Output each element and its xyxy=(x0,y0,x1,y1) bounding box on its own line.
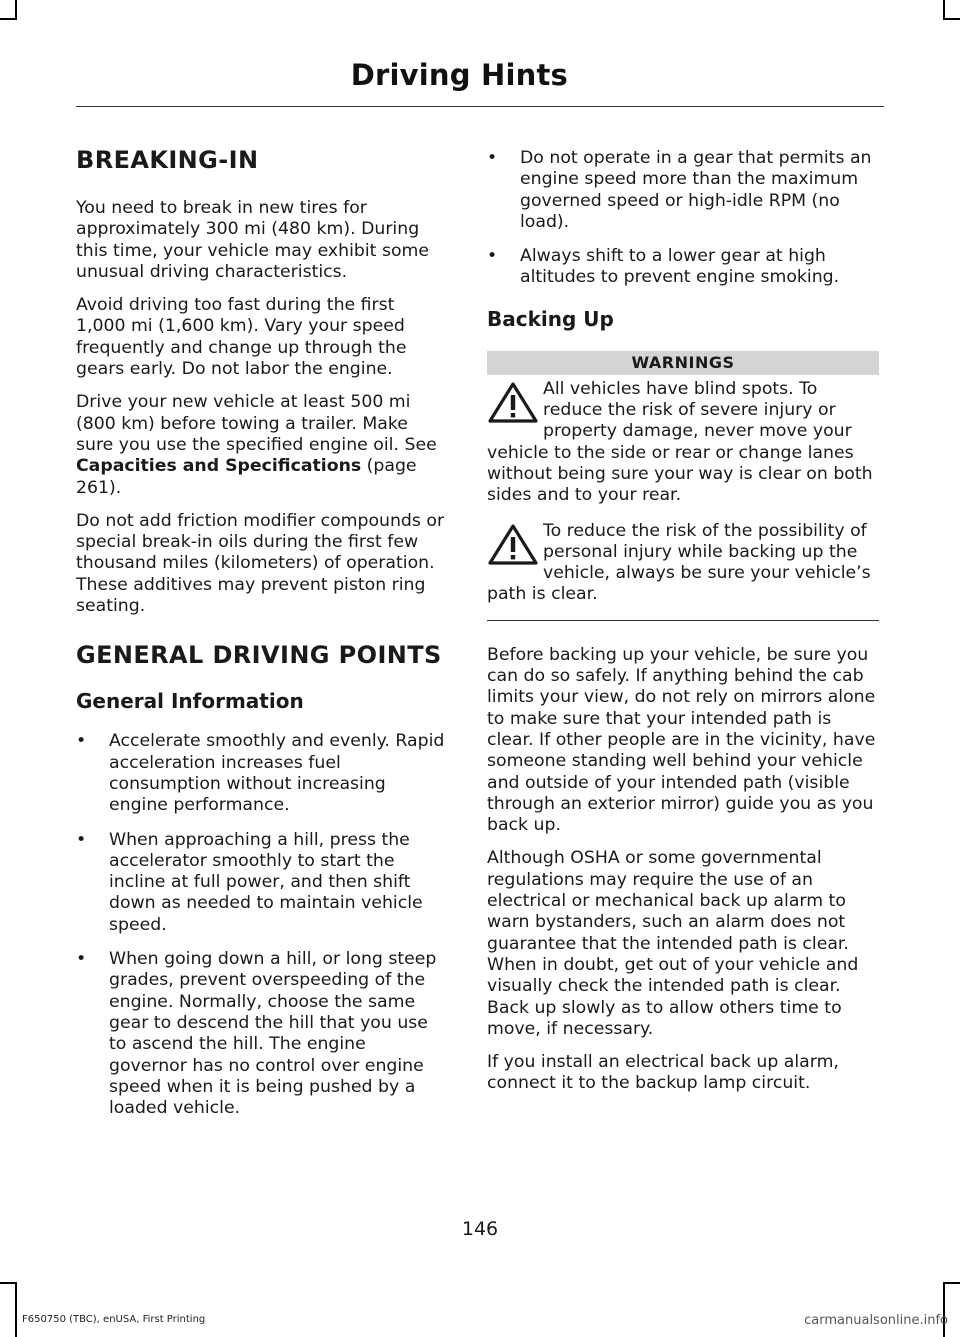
breaking-in-paragraph-1: You need to break in new tires for approximately 300 mi (480 km). During this time, your vehicle may exhibit some unusual driving characteristics. xyxy=(76,198,429,282)
backing-up-paragraph-1: Before backing up your vehicle, be sure you can do so safely. If anything behind the cab limits your view, do not rely on mirrors alone to make sure that your intended path is clear. If other people are in the vicinity, have someone standing well behind your vehicle and outside of your intended path (visible through an exterior mirror) guide you as you back up. xyxy=(487,644,876,836)
edition-footer: F650750 (TBC), enUSA, First Printing xyxy=(22,1314,206,1325)
list-item xyxy=(76,731,448,816)
backing-up-paragraph-3: If you install an electrical back up alarm, connect it to the backup lamp circuit. xyxy=(487,1052,839,1094)
breaking-in-paragraph-2: Avoid driving too fast during the first 1,000 mi (1,600 km). Vary your speed frequently and change up through the gears early. Do not labor the engine. xyxy=(76,295,407,380)
bullet-mark: • xyxy=(487,148,498,168)
warning-1 xyxy=(487,379,879,507)
list-item-text: When going down a hill, or long steep grades, prevent overspeeding of the engine. Normally, choose the same gear to descend the hill that you use to ascend the hill. The engine governor has no control over engine speed when it is being pushed by a loaded vehicle. xyxy=(109,949,437,1119)
bullet-mark: • xyxy=(76,949,87,970)
breaking-in-paragraph-4: Do not add friction modifier compounds or special break-in oils during the first few thousand miles (kilometers) of operation. These additives may prevent piston ring seating. xyxy=(76,510,445,617)
paragraph-3-text-before: Drive your new vehicle at least 500 mi (800 km) before towing a trailer. Make sure you use the specified engine oil. See xyxy=(76,392,437,455)
warning-triangle-icon xyxy=(487,523,539,567)
backing-up-heading: Backing Up xyxy=(487,306,614,331)
list-item xyxy=(487,148,879,233)
bullet-mark: • xyxy=(76,829,87,850)
list-item-text: Accelerate smoothly and evenly. Rapid acceleration increases fuel consumption without increasing engine performance. xyxy=(109,731,445,816)
warning-triangle-icon xyxy=(487,381,539,425)
general-information-list xyxy=(76,731,448,1119)
breaking-in-paragraph-3 xyxy=(76,392,448,498)
crop-mark-bottom-right-h xyxy=(943,1282,960,1284)
page-number: 146 xyxy=(461,1218,499,1240)
site-watermark: carmanualsonline.info xyxy=(804,1313,948,1328)
list-item xyxy=(76,949,448,1119)
paragraph-3-text-after: (page 261). xyxy=(76,456,417,498)
page-header-title: Driving Hints xyxy=(350,58,568,92)
warnings-banner: WARNINGS xyxy=(487,351,879,375)
crop-mark-bottom-left-h xyxy=(0,1282,17,1284)
warnings-divider xyxy=(487,620,879,621)
crop-mark-top-left-h xyxy=(0,18,17,20)
list-item-text: Always shift to a lower gear at high altitudes to prevent engine smoking. xyxy=(520,246,840,288)
breaking-in-heading: BREAKING-IN xyxy=(76,146,259,174)
list-item xyxy=(76,830,448,936)
list-item-text: Do not operate in a gear that permits an engine speed more than the maximum governed speed or high-idle RPM (no load). xyxy=(520,148,872,232)
list-item-text: When approaching a hill, press the accelerator smoothly to start the incline at full power, and then shift down as needed to maintain vehicle speed. xyxy=(109,829,423,935)
crop-mark-top-right-h xyxy=(943,18,960,20)
warning-1-text: All vehicles have blind spots. To reduce the risk of severe injury or property damage, never move your vehicle to the side or rear or change lanes without being sure your way is clear on both sides and to your rear. xyxy=(487,378,873,506)
crop-mark-top-right-v xyxy=(943,0,945,20)
list-item xyxy=(487,246,879,289)
crop-mark-top-left-v xyxy=(15,0,17,20)
warning-2-text: To reduce the risk of the possibility of personal injury while backing up the vehicle, always be sure your vehicle’s path is clear. xyxy=(487,520,871,605)
gear-tips-list xyxy=(487,148,879,289)
bullet-mark: • xyxy=(76,731,87,752)
general-driving-points-heading: GENERAL DRIVING POINTS xyxy=(76,641,442,670)
general-information-subheading: General Information xyxy=(76,689,304,714)
right-column xyxy=(487,148,879,1107)
bullet-mark: • xyxy=(487,246,498,267)
crop-mark-bottom-right-v xyxy=(943,1282,945,1337)
header-divider xyxy=(76,106,884,107)
left-column xyxy=(76,140,448,1132)
crop-mark-bottom-left-v xyxy=(15,1282,17,1337)
capacities-specifications-link[interactable]: Capacities and Specifications xyxy=(76,456,362,477)
backing-up-paragraph-2: Although OSHA or some governmental regulations may require the use of an electrical or mechanical back up alarm to warn bystanders, such an alarm does not guarantee that the intended path is clear. When in doubt, get out of your vehicle and visually check the intended path is clear. Back up slowly as to allow others time to move, if necessary. xyxy=(487,848,859,1039)
warning-2 xyxy=(487,521,879,606)
